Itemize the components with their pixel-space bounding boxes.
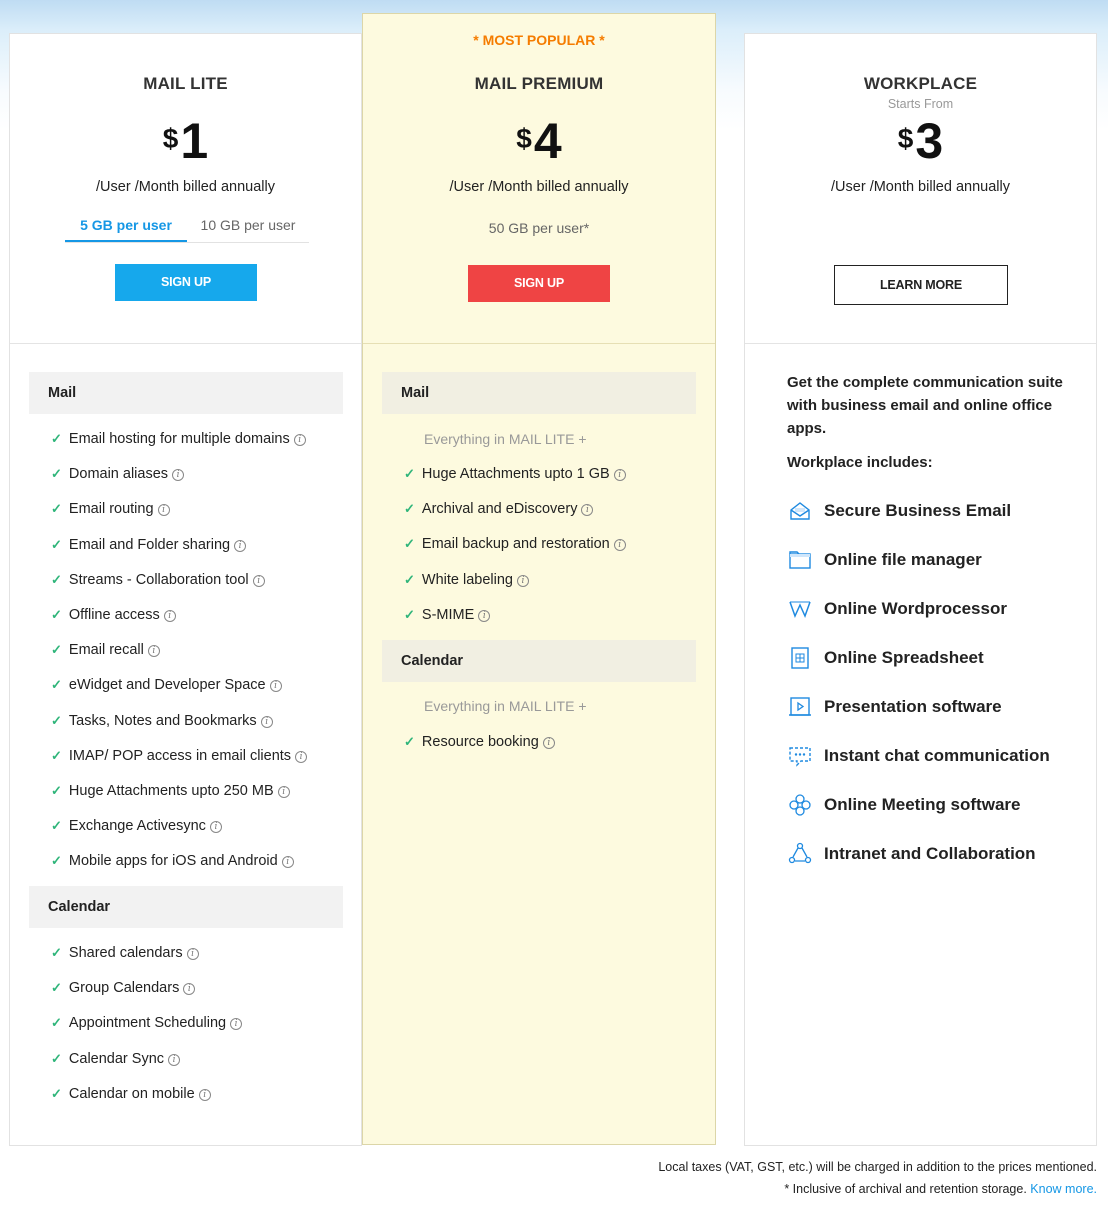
feature-item [51, 979, 195, 997]
section-mail: Mail [29, 372, 343, 414]
feature-label: Calendar on mobile [68, 1085, 195, 1102]
chat-icon [787, 743, 813, 769]
check-icon: ✓ [51, 536, 62, 552]
billing-text: /User /Month billed annually [449, 179, 629, 195]
feature-item [51, 676, 282, 694]
check-icon: ✓ [51, 466, 62, 482]
divider [10, 343, 361, 344]
everything-in-lite-note: Everything in MAIL LITE + [424, 431, 587, 447]
workplace-item-secure-business-email [787, 498, 1011, 524]
workplace-item-label: Presentation software [824, 697, 1002, 716]
workplace-item-intranet-and-collaboration [787, 841, 1036, 867]
workplace-item-label: Instant chat communication [824, 746, 1050, 765]
feature-item [51, 606, 176, 624]
info-icon[interactable]: i [168, 1054, 180, 1066]
plan-price: $4 [516, 113, 562, 169]
check-icon: ✓ [51, 853, 62, 869]
workplace-item-label: Online Wordprocessor [824, 599, 1007, 618]
feature-label: eWidget and Developer Space [68, 677, 266, 694]
info-icon[interactable]: i [172, 469, 184, 481]
check-icon: ✓ [404, 466, 415, 481]
feature-item [51, 571, 265, 589]
check-icon: ✓ [404, 606, 415, 622]
feature-label: White labeling [421, 571, 513, 588]
meeting-icon [787, 792, 813, 818]
workplace-item-online-file-manager [787, 547, 982, 573]
info-icon[interactable]: i [517, 575, 529, 587]
info-icon[interactable]: i [614, 469, 626, 481]
feature-item [51, 1050, 180, 1068]
workplace-item-label: Online Meeting software [824, 795, 1021, 814]
billing-text: /User /Month billed annually [831, 179, 1010, 195]
tab-10gb[interactable]: 10 GB per user [200, 217, 296, 233]
feature-label: Email backup and restoration [421, 536, 610, 553]
section-calendar: Calendar [29, 886, 343, 928]
feature-item [51, 712, 273, 730]
feature-label: Resource booking [421, 734, 539, 750]
check-icon: ✓ [404, 734, 415, 749]
feature-item [51, 747, 307, 765]
feature-item [404, 535, 626, 553]
check-icon: ✓ [51, 1085, 62, 1101]
workplace-item-instant-chat-communication [787, 743, 1050, 769]
feature-label: Huge Attachments upto 1 GB [421, 466, 610, 482]
info-icon[interactable]: i [543, 737, 555, 749]
feature-label: Email recall [68, 642, 144, 659]
connect-icon [787, 841, 813, 867]
folder-icon [787, 547, 813, 573]
feature-item [404, 465, 626, 483]
starts-from-label: Starts From [887, 97, 954, 111]
info-icon[interactable]: i [183, 983, 195, 995]
plan-card-mail-premium [362, 13, 716, 1145]
mail-icon [787, 498, 813, 524]
feature-label: Huge Attachments upto 250 MB [68, 783, 274, 799]
check-icon: ✓ [51, 607, 62, 622]
feature-item [51, 852, 294, 870]
know-more-link[interactable]: Know more. [1030, 1182, 1097, 1196]
taxes-note: Local taxes (VAT, GST, etc.) will be charged in addition to the prices mentioned. [658, 1160, 1097, 1174]
check-icon: ✓ [404, 501, 415, 517]
archival-note: * Inclusive of archival and retention storage. Know more. [784, 1182, 1097, 1196]
feature-label: Email and Folder sharing [68, 536, 231, 553]
writer-icon [787, 596, 813, 622]
info-icon[interactable]: i [187, 948, 199, 960]
info-icon[interactable]: i [148, 645, 160, 657]
show-icon [787, 694, 813, 720]
divider [745, 343, 1096, 344]
plan-name: WORKPLACE [863, 74, 978, 93]
feature-item [51, 782, 290, 800]
check-icon: ✓ [51, 818, 62, 834]
feature-label: Calendar Sync [68, 1050, 165, 1067]
info-icon[interactable]: i [278, 786, 290, 798]
feature-item [51, 944, 199, 962]
info-icon[interactable]: i [294, 434, 306, 446]
feature-label: Archival and eDiscovery [421, 501, 578, 518]
workplace-item-label: Online file manager [824, 550, 982, 569]
feature-label: Shared calendars [68, 945, 183, 961]
feature-item [51, 641, 160, 659]
feature-item [404, 571, 529, 589]
workplace-intro: Get the complete communication suite with business email and online office apps. [787, 374, 1063, 437]
check-icon: ✓ [404, 571, 415, 587]
workplace-item-label: Secure Business Email [824, 501, 1012, 520]
plan-price: $1 [162, 113, 209, 169]
check-icon: ✓ [51, 642, 62, 658]
feature-label: Appointment Scheduling [68, 1015, 227, 1032]
tab-5gb[interactable]: 5 GB per user [65, 211, 187, 242]
check-icon: ✓ [51, 1015, 62, 1031]
workplace-item-label: Online Spreadsheet [824, 648, 984, 667]
info-icon[interactable]: i [295, 751, 307, 763]
workplace-item-presentation-software [787, 694, 1002, 720]
info-icon[interactable]: i [234, 540, 246, 552]
feature-item [404, 500, 593, 518]
feature-label: Group Calendars [68, 980, 180, 997]
section-mail: Mail [382, 372, 696, 414]
feature-item [51, 817, 222, 835]
check-icon: ✓ [51, 431, 62, 446]
feature-label: IMAP/ POP access in email clients [68, 747, 292, 764]
feature-label: Exchange Activesync [68, 818, 206, 835]
check-icon: ✓ [51, 1050, 62, 1066]
section-calendar: Calendar [382, 640, 696, 682]
workplace-includes-label: Workplace includes: [787, 454, 933, 471]
plan-card-mail-lite [9, 33, 362, 1146]
billing-text: /User /Month billed annually [96, 179, 275, 195]
info-icon[interactable]: i [581, 504, 593, 516]
feature-label: Email hosting for multiple domains [68, 431, 290, 447]
plan-name: MAIL PREMIUM [474, 74, 604, 93]
storage-text: 50 GB per user* [488, 220, 590, 236]
feature-item [51, 500, 170, 518]
feature-item [51, 536, 246, 554]
check-icon: ✓ [51, 945, 62, 960]
workplace-item-online-wordprocessor [787, 596, 1007, 622]
divider [363, 343, 715, 344]
feature-label: Mobile apps for iOS and Android [68, 853, 278, 870]
feature-label: Offline access [68, 607, 160, 623]
feature-label: Streams - Collaboration tool [68, 571, 249, 588]
everything-in-lite-note: Everything in MAIL LITE + [424, 698, 587, 714]
check-icon: ✓ [51, 571, 62, 587]
feature-item [51, 430, 306, 448]
feature-label: Domain aliases [68, 466, 169, 483]
signup-button[interactable]: SIGN UP [115, 264, 257, 301]
check-icon: ✓ [51, 501, 62, 517]
info-icon[interactable]: i [230, 1018, 242, 1030]
feature-item [51, 465, 184, 483]
info-icon[interactable]: i [199, 1089, 211, 1101]
info-icon[interactable]: i [478, 610, 490, 622]
check-icon: ✓ [404, 536, 415, 552]
feature-item [51, 1014, 242, 1032]
most-popular-badge: * MOST POPULAR * [473, 32, 605, 48]
info-icon[interactable]: i [270, 680, 282, 692]
sheet-icon [787, 645, 813, 671]
check-icon: ✓ [51, 783, 62, 798]
workplace-item-online-spreadsheet [787, 645, 984, 671]
check-icon: ✓ [51, 712, 62, 728]
workplace-item-online-meeting-software [787, 792, 1020, 818]
info-icon[interactable]: i [261, 716, 273, 728]
feature-label: Email routing [68, 501, 154, 518]
info-icon[interactable]: i [253, 575, 265, 587]
check-icon: ✓ [51, 747, 62, 763]
signup-button[interactable]: SIGN UP [468, 265, 610, 302]
feature-item [51, 1085, 211, 1103]
plan-card-workplace [744, 33, 1097, 1146]
feature-label: Tasks, Notes and Bookmarks [68, 712, 257, 729]
feature-label: S-MIME [421, 606, 475, 623]
plan-name: MAIL LITE [143, 74, 228, 93]
info-icon[interactable]: i [210, 821, 222, 833]
info-icon[interactable]: i [614, 539, 626, 551]
workplace-item-label: Intranet and Collaboration [824, 844, 1036, 863]
check-icon: ✓ [51, 980, 62, 996]
storage-tabs [65, 211, 309, 243]
check-icon: ✓ [51, 677, 62, 693]
info-icon[interactable]: i [158, 504, 170, 516]
feature-item [404, 733, 555, 751]
info-icon[interactable]: i [282, 856, 294, 868]
learn-more-button[interactable]: LEARN MORE [834, 265, 1008, 305]
info-icon[interactable]: i [164, 610, 176, 622]
feature-item [404, 606, 490, 624]
plan-price: $3 [897, 113, 944, 169]
